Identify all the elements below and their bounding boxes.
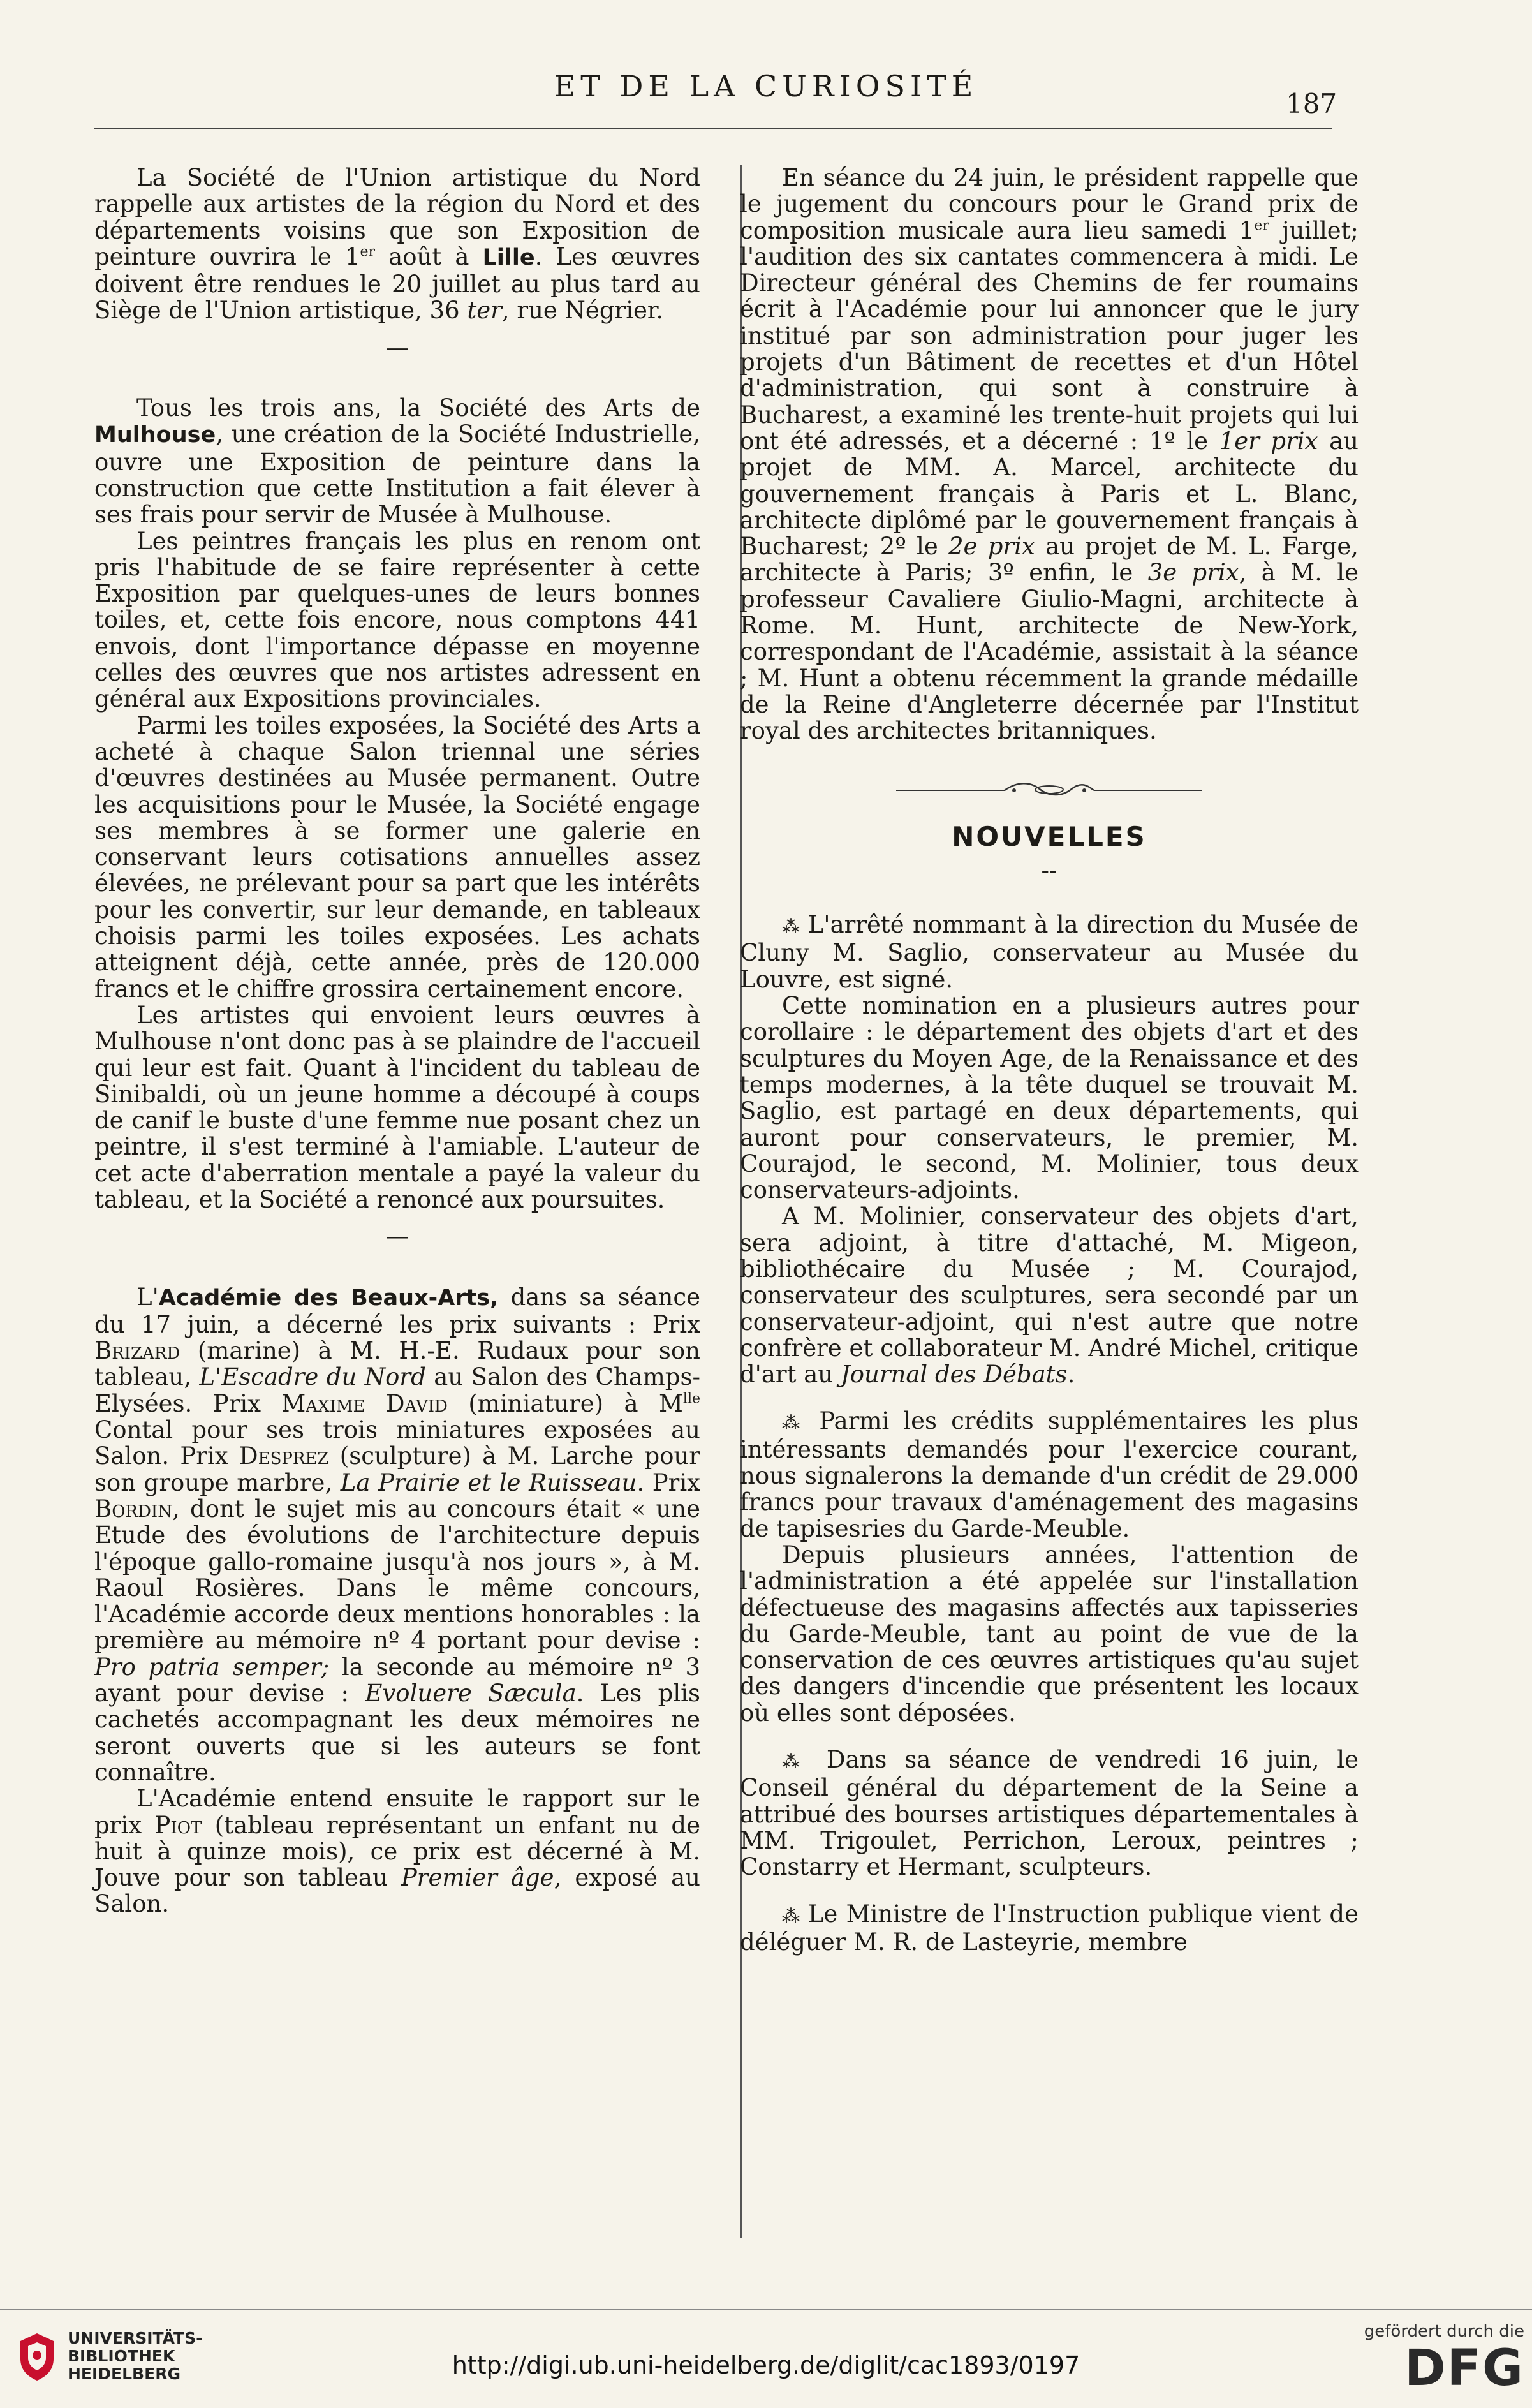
running-title: ET DE LA CURIOSITÉ [554,69,978,103]
news-item-molinier: A M. Molinier, conservateur des objets d'art, sera adjoint, à titre d'attaché, M. Migeon, bibliothécaire du Musée ; M. Courajod, conservateur des sculptures, sera secondé par un conservateur-adjoint, qui n'est autre que notre confrère et collaborateur M. André Michel, critique d'art au Journal des Débats. [740,1202,1359,1389]
left-column [94,165,700,1917]
funding-logo[interactable] [1339,2322,1524,2396]
page-number: 187 [1286,88,1337,119]
asterism-icon: ⁂ [782,916,800,938]
asterism-icon: ⁂ [782,1412,806,1434]
seance-24-juin-paragraph: En séance du 24 juin, le président rappelle que le jugement du concours pour le Grand prix de composition musicale aura lieu samedi 1er juillet; l'audition des six cantates commencera à midi. Le Directeur général des Chemins de fer roumains écrit à l'Académie pour lui annoncer que le jury institué par son administration pour juger les projets d'un Bâtiment de recettes et d'un Hôtel d'administration, qui sont à construire à Bucharest, a examiné les trente-huit projets qui lui ont été adressés, et a décerné : 1º le 1er prix au projet de MM. A. Marcel, architecte du gouvernement français à Paris et L. Blanc, architecte diplômé par le gouvernement français à Bucharest; 2º le 2e prix au projet de M. L. Farge, architecte à Paris; 3º enfin, le 3e prix, à M. le professeur Cavaliere Giulio-Magni, architecte à Rome. M. Hunt, architecte de New-York, correspondant de l'Académie, assistait à la séance ; M. Hunt a obtenu récemment la grande médaille de la Reine d'Angleterre décernée par l'Institut royal des architectes britanniques. [740,164,1359,745]
news-item-ministre: ⁂ Le Ministre de l'Instruction publique vient de déléguer M. R. de Lasteyrie, membre [740,1900,1359,1956]
mulhouse-paragraph: Tous les trois ans, la Société des Arts de Mulhouse, une création de la Société Industrielle, ouvre une Exposition de peinture dans la construction que cette Institution a fait élever à ses frais pour servir de Musée à Mulhouse. [94,394,700,529]
news-item-conseil-general: ⁂ Dans sa séance de vendredi 16 juin, le Conseil général du département de la Seine a attribué des bourses artistiques départementales à MM. Trigoulet, Perrichon, Leroux, peintres ; Constarry et Hermant, sculpteurs. [740,1746,1359,1881]
mulhouse-acquisitions-paragraph: Parmi les toiles exposées, la Société des Arts a acheté à chaque Salon triennal une séries d'œuvres destinées au Musée permanent. Outre les acquisitions pour le Musée, la Société engage ses membres à se former une galerie en conservant leurs cotisations annuelles assez élevées, ne prélevant pour sa part que les intérêts pour les convertir, sur leur demande, en tableaux choisis parmi les toiles exposées. Les achats atteignent déjà, cette année, près de 120.000 francs et le chiffre grossira certainement encore. [94,711,700,1003]
library-name: UNIVERSITÄTS- BIBLIOTHEK HEIDELBERG [68,2329,203,2383]
mulhouse-incident-paragraph: Les artistes qui envoient leurs œuvres à Mulhouse n'ont donc pas à se plaindre de l'accueil qui leur est fait. Quant à l'incident du tableau de Sinibaldi, où un jeune homme a découpé à coups de canif le buste d'une femme nue posant chez un peintre, il s'est terminé à l'amiable. L'auteur de cet acte d'aberration mentale a payé la valeur du tableau, et la Société a renoncé aux poursuites. [94,1001,700,1213]
funding-text: gefördert durch die [1364,2322,1524,2341]
ornament-flourish-icon [890,776,1209,802]
separator-dash: — [385,1222,409,1250]
dfg-logo: DFG [1404,2340,1524,2397]
asterism-icon: ⁂ [782,1905,800,1926]
news-item-cluny: ⁂ L'arrêté nommant à la direction du Musée de Cluny M. Saglio, conservateur au Musée du Louvre, est signé. [740,911,1359,993]
header-rule [94,128,1332,129]
footer-rule [0,2309,1532,2310]
section-dash: -- [1041,856,1057,884]
section-title-nouvelles: NOUVELLES [952,820,1147,852]
right-column [740,165,1359,1955]
news-item-credits: ⁂ Parmi les crédits supplémentaires les plus intéressants demandés pour l'exercice courant, nous signalerons la demande d'un crédit de 29.000 francs pour travaux d'aménagement des magasins de tapisesries du Garde-Meuble. [740,1407,1359,1542]
news-item-nomination: Cette nomination en a plusieurs autres pour corollaire : le département des objets d'art et des sculptures du Moyen Age, de la Renaissance et des temps modernes, à la tête duquel se trouvait M. Saglio, est partagé en deux départements, qui auront pour conservateurs, le premier, M. Courajod, le second, M. Molinier, tous deux conservateurs-adjoints. [740,992,1359,1204]
union-artistique-paragraph: La Société de l'Union artistique du Nord rappelle aux artistes de la région du Nord et des départements voisins que son Exposition de peinture ouvrira le 1er août à Lille. Les œuvres doivent être rendues le 20 juillet au plus tard au Siège de l'Union artistique, 36 ter, rue Négrier. [94,164,700,325]
source-url-link[interactable]: http://digi.ub.uni-heidelberg.de/diglit/cac1893/0197 [452,2351,1080,2379]
academie-prizes-paragraph: L'Académie des Beaux-Arts, dans sa séance du 17 juin, a décerné les prix suivants : Prix Brizard (marine) à M. H.-E. Rudaux pour son tableau, L'Escadre du Nord au Salon des Champs-Elysées. Prix Maxime David (miniature) à $M^{lle}$ Contal pour ses trois miniatures exposées au Salon. Prix Desprez (sculpture) à M. Larche pour son groupe marbre, La Prairie et le Ruisseau. Prix Bordin, dont le sujet mis au concours était « une Etude des évolutions de l'architecture depuis l'époque gallo-romaine jusqu'à nos jours », à M. Raoul Rosières. Dans le même concours, l'Académie accorde deux mentions honorables : la première au mémoire nº 4 portant pour devise : Pro patria semper; la seconde au mémoire nº 3 ayant pour devise : Evoluere Sæcula. Les plis cachetés accompagnant les deux mémoires ne seront ouverts que si les auteurs se font connaître. [94,1283,701,1786]
mulhouse-painters-paragraph: Les peintres français les plus en renom ont pris l'habitude de se faire représenter à cette Exposition par quelques-unes de leurs bonnes toiles, et, cette fois encore, nous comptons 441 envois, dont l'importance dépasse en moyenne celles des œuvres que nos artistes adressent en général aux Expositions provinciales. [94,527,700,713]
news-item-garde-meuble: Depuis plusieurs années, l'attention de l'administration a été appelée sur l'installation défectueuse des magasins affectés aux tapisseries du Garde-Meuble, tant au point de vue de la conservation de ces œuvres artistiques qu'au sujet des dangers d'incendie que présentent les locaux où elles sont déposées. [740,1540,1359,1727]
prix-piot-paragraph: L'Académie entend ensuite le rapport sur le prix Piot (tableau représentant un enfant nu de huit à quinze mois), ce prix est décerné à M. Jouve pour son tableau Premier âge, exposé au Salon. [94,1785,700,1918]
ornament-divider [740,776,1359,802]
asterism-icon: ⁂ [782,1751,809,1773]
separator-dash: — [385,333,409,361]
